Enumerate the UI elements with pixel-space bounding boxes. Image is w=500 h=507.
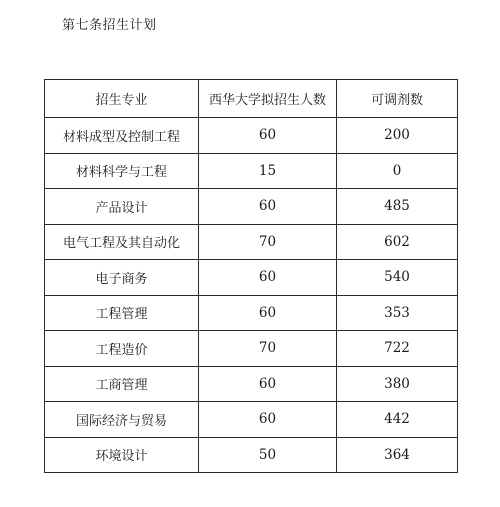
table-row <box>45 118 458 154</box>
cell-adjust: 485 <box>337 189 458 225</box>
header-major: 招生专业 <box>45 80 199 118</box>
cell-adjust: 200 <box>337 118 458 154</box>
cell-major: 工商管理 <box>45 366 199 402</box>
table-row <box>45 224 458 260</box>
cell-quota: 60 <box>199 260 337 296</box>
table-row <box>45 437 458 473</box>
table-row <box>45 295 458 331</box>
table-row <box>45 331 458 367</box>
cell-adjust: 602 <box>337 224 458 260</box>
cell-major: 材料科学与工程 <box>45 153 199 189</box>
cell-adjust: 0 <box>337 153 458 189</box>
cell-adjust: 722 <box>337 331 458 367</box>
header-adjust: 可调剂数 <box>337 80 458 118</box>
cell-major: 环境设计 <box>45 437 199 473</box>
cell-quota: 60 <box>199 295 337 331</box>
section-heading: 第七条招生计划 <box>62 18 157 33</box>
table-row <box>45 402 458 438</box>
cell-major: 国际经济与贸易 <box>45 402 199 438</box>
cell-adjust: 540 <box>337 260 458 296</box>
cell-quota: 60 <box>199 118 337 154</box>
cell-quota: 50 <box>199 437 337 473</box>
cell-major: 电气工程及其自动化 <box>45 224 199 260</box>
cell-major: 工程造价 <box>45 331 199 367</box>
cell-quota: 15 <box>199 153 337 189</box>
table-header-row <box>45 80 458 118</box>
table-row <box>45 260 458 296</box>
cell-major: 材料成型及控制工程 <box>45 118 199 154</box>
cell-quota: 60 <box>199 189 337 225</box>
table-row <box>45 189 458 225</box>
cell-quota: 60 <box>199 402 337 438</box>
cell-quota: 70 <box>199 331 337 367</box>
cell-quota: 70 <box>199 224 337 260</box>
cell-major: 工程管理 <box>45 295 199 331</box>
enrollment-plan-table <box>44 79 458 473</box>
cell-adjust: 353 <box>337 295 458 331</box>
cell-adjust: 380 <box>337 366 458 402</box>
header-quota: 西华大学拟招生人数 <box>199 80 337 118</box>
cell-major: 电子商务 <box>45 260 199 296</box>
table-row <box>45 366 458 402</box>
cell-major: 产品设计 <box>45 189 199 225</box>
cell-adjust: 442 <box>337 402 458 438</box>
cell-adjust: 364 <box>337 437 458 473</box>
table-row <box>45 153 458 189</box>
cell-quota: 60 <box>199 366 337 402</box>
